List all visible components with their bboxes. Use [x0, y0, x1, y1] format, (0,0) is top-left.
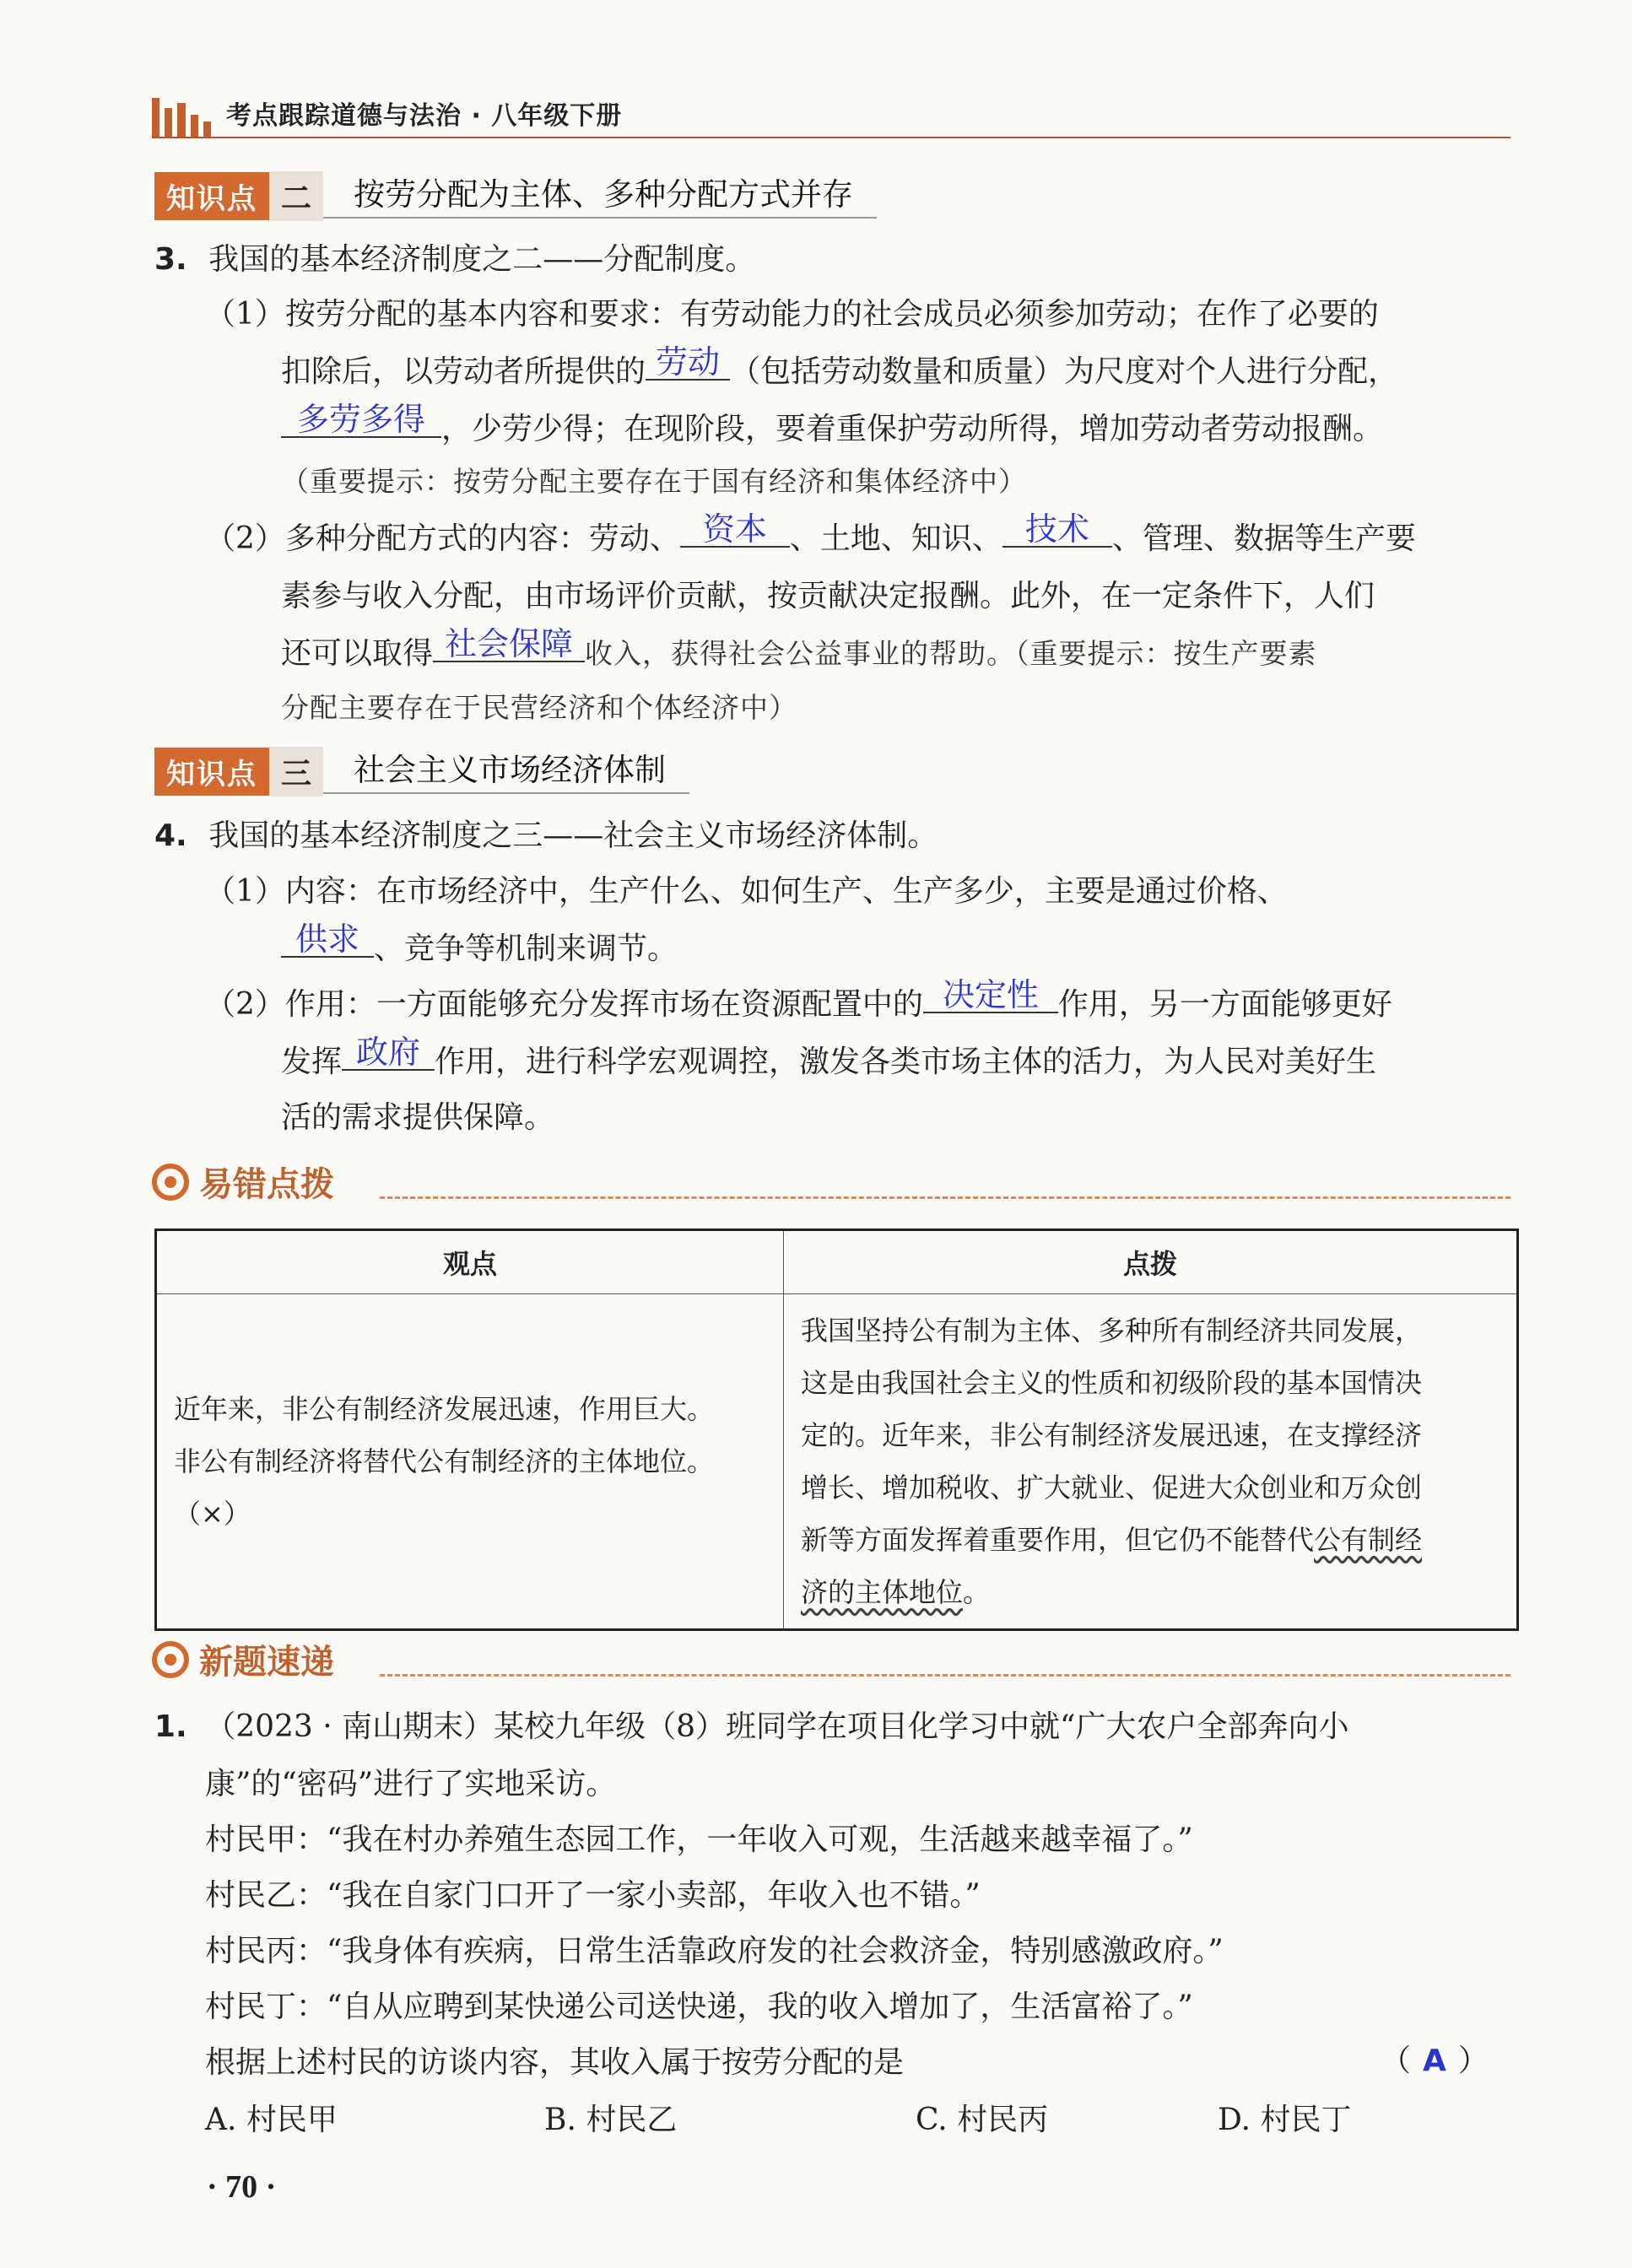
- section-title: 按劳分配为主体、多种分配方式并存: [323, 173, 877, 219]
- s2-p1-line2: 扣除后，以劳动者所提供的 劳动 （包括劳动数量和质量）为尺度对个人进行分配，: [281, 343, 1399, 389]
- section-title: 社会主义市场经济体制: [323, 748, 689, 794]
- emphasis-text: 济的主体地位: [801, 1576, 964, 1608]
- question-3-stem: 3. 我国的基本经济制度之二——分配制度。: [154, 242, 756, 277]
- new-questions-header: [152, 1635, 334, 1683]
- s3-p1-line2: 供求 、竞争等机制来调节。: [281, 930, 678, 969]
- dashed-rule: [380, 1196, 1510, 1199]
- option-d: D. 村民丁: [1218, 2103, 1352, 2137]
- section-banner-3: [154, 748, 689, 795]
- villager-quote: 村民丙：“我身体有疾病，日常生活靠政府发的社会救济金，特别感激政府。”: [205, 1934, 1224, 1968]
- s2-p1-line3: 多劳多得 ，少劳少得；在现阶段，要着重保护劳动所得，增加劳动者劳动报酬。: [281, 410, 1383, 449]
- dashed-rule: [380, 1674, 1510, 1677]
- question-number: 1.: [154, 1709, 187, 1744]
- villager-quote: 村民丁：“自从应聘到某快递公司送快递，我的收入增加了，生活富裕了。”: [205, 1990, 1193, 2024]
- section-number: 三: [269, 747, 323, 796]
- question-number: 4.: [154, 818, 187, 853]
- s2-p2-line2: 素参与收入分配，由市场评价贡献，按贡献决定报酬。此外，在一定条件下，人们: [281, 579, 1375, 613]
- table-header-row: [156, 1230, 1518, 1294]
- villager-quote: 村民甲：“我在村办养殖生态园工作，一年收入可观，生活越来越幸福了。”: [205, 1822, 1193, 1857]
- section-number: 二: [269, 171, 323, 221]
- answer-blank: 供求: [281, 922, 374, 958]
- target-icon: [152, 1164, 189, 1201]
- s2-p1-note: （重要提示：按劳分配主要存在于国有经济和集体经济中）: [281, 465, 1027, 498]
- option-a: A. 村民甲: [205, 2103, 338, 2137]
- header-title: 考点跟踪道德与法治 · 八年级下册: [226, 101, 623, 131]
- question-1-stem-line2: 康”的“密码”进行了实地采访。: [205, 1767, 617, 1801]
- s3-p2-line3: 活的需求提供保障。: [281, 1100, 555, 1135]
- new-questions-title: 新题速递: [199, 1643, 334, 1682]
- tips-title: 易错点拨: [199, 1165, 334, 1204]
- column-header: 点拨: [784, 1230, 1518, 1294]
- villager-quote: 村民乙：“我在自家门口开了一家小卖部，年收入也不错。”: [205, 1878, 981, 1913]
- table-cell-view: 近年来，非公有制经济发展迅速，作用巨大。 非公有制经济将替代公有制经济的主体地位。 （×）: [156, 1294, 784, 1630]
- header-logo: [152, 94, 211, 137]
- question-number: 3.: [154, 242, 187, 277]
- emphasis-text: 公有制经: [1314, 1524, 1423, 1556]
- section-tag: 知识点: [154, 172, 269, 220]
- question-prompt: 根据上述村民的访谈内容，其收入属于按劳分配的是: [205, 2045, 905, 2080]
- target-icon: [152, 1641, 189, 1678]
- s3-p2-line2: 发挥 政府 作用，进行科学宏观调控，激发各类市场主体的活力，为人民对美好生: [281, 1034, 1377, 1079]
- answer-blank: 技术: [1002, 512, 1112, 548]
- s3-p2-line1: （2）作用：一方面能够充分发挥市场在资源配置中的 决定性 作用，另一方面能够更好: [205, 976, 1392, 1022]
- table-row: [156, 1294, 1518, 1630]
- answer-blank: 社会保障: [433, 627, 585, 662]
- answer-bracket: （ A ）: [1381, 2044, 1489, 2078]
- tips-table: [154, 1228, 1519, 1631]
- answer-blank: 政府: [342, 1035, 435, 1071]
- question-1-stem: 1. （2023 · 南山期末）某校九年级（8）班同学在项目化学习中就“广大农户全部奔向小: [154, 1709, 1349, 1744]
- answer-blank: 决定性: [923, 978, 1058, 1013]
- section-banner-2: [154, 172, 877, 219]
- s3-p1-line1: （1）内容：在市场经济中，生产什么、如何生产、生产多少，主要是通过价格、: [205, 874, 1288, 909]
- answer-choice: A: [1423, 2044, 1446, 2078]
- answer-blank: 多劳多得: [281, 402, 441, 438]
- option-b: B. 村民乙: [544, 2103, 678, 2137]
- s2-p2-note: 分配主要存在于民营经济和个体经济中）: [281, 691, 797, 724]
- s2-p1-line1: （1）按劳分配的基本内容和要求：有劳动能力的社会成员必须参加劳动；在作了必要的: [205, 297, 1379, 332]
- option-c: C. 村民丙: [916, 2103, 1049, 2137]
- section-tag: 知识点: [154, 748, 269, 796]
- question-4-stem: 4. 我国的基本经济制度之三——社会主义市场经济体制。: [154, 818, 938, 853]
- tips-header: [152, 1158, 334, 1206]
- answer-blank: 资本: [680, 512, 790, 548]
- s2-p2-line1: （2）多种分配方式的内容：劳动、 资本 、土地、知识、 技术 、管理、数据等生产要: [205, 510, 1416, 556]
- table-cell-hint: 我国坚持公有制为主体、多种所有制经济共同发展， 这是由我国社会主义的性质和初级阶段的基本国情决 定的。近年来，非公有制经济发展迅速，在支撑经济 增长、增加税收、扩大就业、促进大众创业和万众创 新等方面发挥着重要作用，但它仍不能替代公有制经 济的主体地位。: [784, 1294, 1518, 1630]
- column-header: 观点: [156, 1230, 784, 1294]
- page-number: · 70 ·: [207, 2169, 277, 2205]
- header-rule: [152, 137, 1510, 138]
- answer-blank: 劳动: [646, 345, 730, 381]
- s2-p2-line3: 还可以取得 社会保障 收入，获得社会公益事业的帮助。（重要提示：按生产要素: [281, 625, 1317, 671]
